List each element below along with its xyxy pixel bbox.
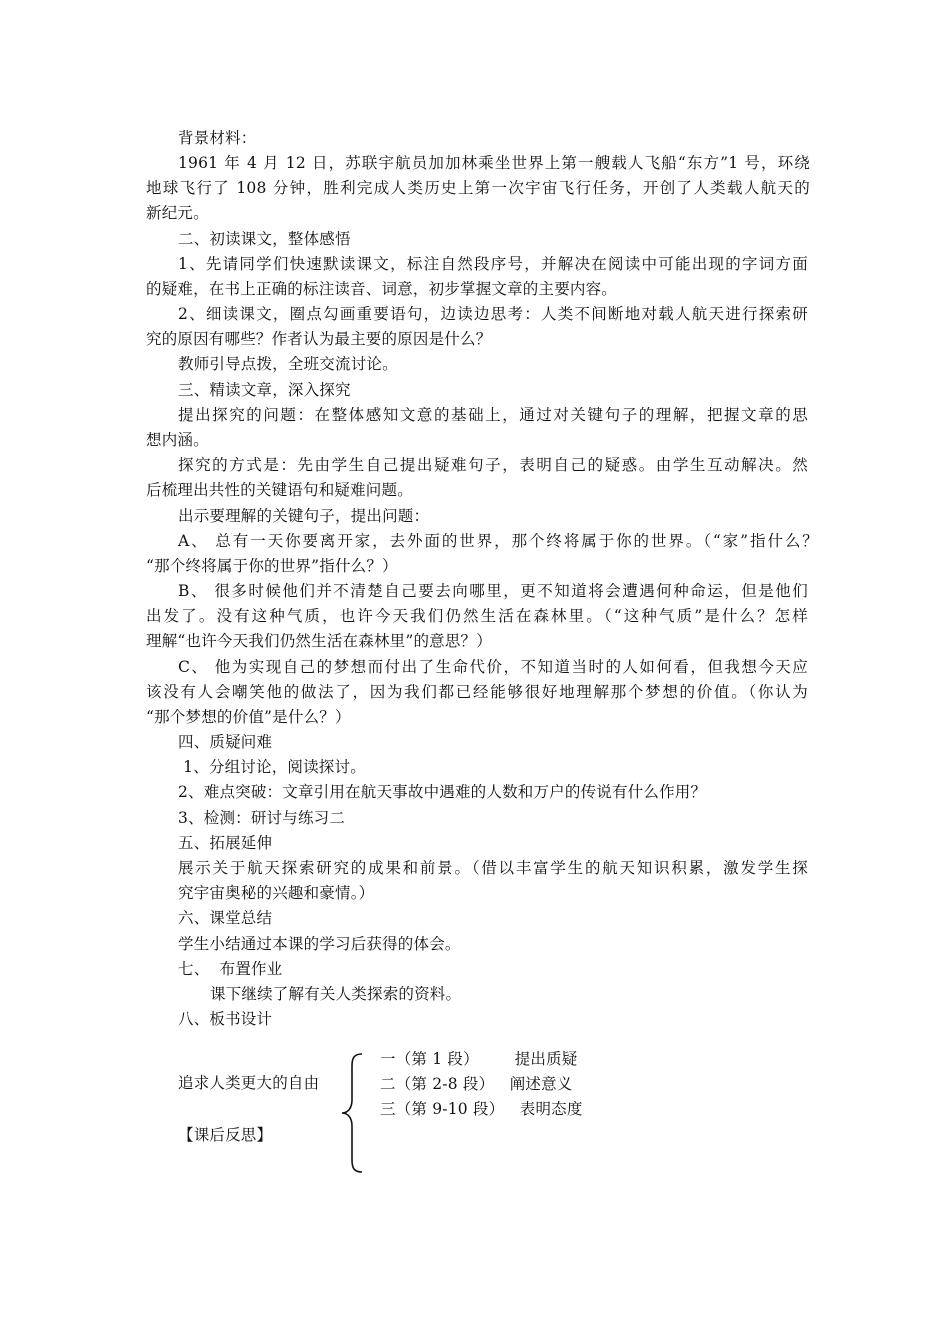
paragraph-line: 展示关于航天探索研究的成果和前景。（借以丰富学生的航天知识积累，激发学生探 [178, 859, 808, 877]
paragraph-line: 提出探究的问题：在整体感知文意的基础上，通过对关键句子的理解，把握文章的思 [178, 406, 808, 424]
key-sentence-a-line: A、 总有一天你要离开家，去外面的世界，那个终将属于你的世界。（“家”指什么？ [178, 532, 818, 550]
background-text-line: 新纪元。 [146, 204, 209, 222]
paragraph-line: 后梳理出共性的关键语句和疑难问题。 [146, 481, 413, 499]
paragraph-line: 想内涵。 [146, 431, 209, 449]
paragraph-line: 出示要理解的关键句子，提出问题： [178, 507, 430, 525]
board-item: 二（第 2-8 段） 阐述意义 [380, 1075, 573, 1093]
paragraph-line: 2、细读课文，圈点勾画重要语句，边读边思考：人类不间断地对载人航天进行探索研 [178, 305, 808, 323]
paragraph-line: 课下继续了解有关人类探索的资料。 [210, 985, 462, 1003]
key-sentence-b-line: 理解“也许今天我们仍然生活在森林里”的意思？） [146, 632, 492, 650]
paragraph-line: 究的原因有哪些？作者认为最主要的原因是什么？ [146, 330, 492, 348]
paragraph-line: 1、先请同学们快速默读课文，标注自然段序号，并解决在阅读中可能出现的字词方面 [178, 255, 808, 273]
paragraph-line: 学生小结通过本课的学习后获得的体会。 [178, 935, 461, 953]
paragraph-line: 教师引导点拨，全班交流讨论。 [178, 355, 398, 373]
background-title: 背景材料： [178, 129, 257, 147]
key-sentence-b-line: 出发了。没有这种气质，也许今天我们仍然生活在森林里。（“这种气质”是什么？怎样 [146, 607, 808, 625]
paragraph-line: 究宇宙奥秘的兴趣和豪情。） [178, 884, 375, 902]
paragraph-line: 2、难点突破：文章引用在航天事故中遇难的人数和万户的传说有什么作用？ [178, 783, 707, 801]
section-4-heading: 四、质疑问难 [178, 733, 273, 751]
key-sentence-c-line: “那个梦想的价值”是什么？） [146, 708, 351, 726]
section-6-heading: 六、课堂总结 [178, 909, 273, 927]
curly-brace-icon [340, 1052, 366, 1174]
section-7-heading: 七、 布置作业 [178, 960, 283, 978]
key-sentence-c-line: 该没有人会嘲笑他的做法了，因为我们都已经能够很好地理解那个梦想的价值。（你认为 [146, 683, 808, 701]
paragraph-line: 1、分组讨论，阅读探讨。 [178, 758, 366, 776]
board-item: 三（第 9-10 段） 表明态度 [380, 1100, 583, 1118]
board-item: 一（第 1 段） 提出质疑 [380, 1050, 578, 1068]
key-sentence-c-line: C、 他为实现自己的梦想而付出了生命代价，不知道当时的人如何看，但我想今天应 [178, 658, 808, 676]
section-2-heading: 二、初读课文，整体感悟 [178, 230, 351, 248]
section-3-heading: 三、精读文章，深入探究 [178, 381, 351, 399]
background-text-line: 1961 年 4 月 12 日，苏联宇航员加加林乘坐世界上第一艘载人飞船“东方”1 号，环绕 [178, 154, 810, 172]
paragraph-line: 3、检测：研讨与练习二 [178, 809, 346, 827]
reflection-heading: 【课后反思】 [178, 1126, 273, 1144]
background-text-line: 地球飞行了 108 分钟，胜利完成人类历史上第一次宇宙飞行任务，开创了人类载人航天的 [146, 179, 810, 197]
section-8-heading: 八、板书设计 [178, 1010, 273, 1028]
board-main-text: 追求人类更大的自由 [178, 1074, 320, 1092]
paragraph-line: 的疑难，在书上正确的标注读音、词意，初步掌握文章的主要内容。 [146, 280, 618, 298]
paragraph-line: 探究的方式是：先由学生自己提出疑难句子，表明自己的疑惑。由学生互动解决。然 [178, 456, 808, 474]
key-sentence-a-line: “那个终将属于你的世界”指什么？） [146, 557, 398, 575]
section-5-heading: 五、拓展延伸 [178, 834, 273, 852]
key-sentence-b-line: B、 很多时候他们并不清楚自己要去向哪里，更不知道将会遭遇何种命运，但是他们 [178, 582, 808, 600]
